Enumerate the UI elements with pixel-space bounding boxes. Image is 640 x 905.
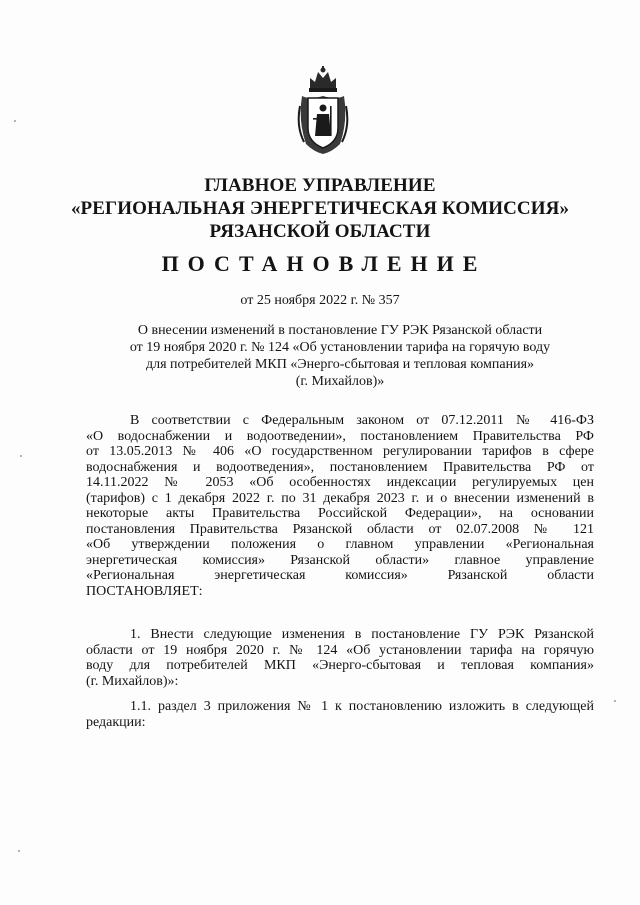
- paragraph-line: 1.1. раздел 3 приложения № 1 к постановлению изложить в следующей: [130, 699, 594, 714]
- paragraph-line: 1. Внести следующие изменения в постановление ГУ РЭК Рязанской: [130, 627, 594, 642]
- ryazan-coat-of-arms-icon: [296, 66, 350, 156]
- paragraph-line: «О водоснабжении и водоотведении», постановлением Правительства РФ: [86, 428, 594, 444]
- paragraph-line: В соответствии с Федеральным законом от 07.12.2011 № 416-ФЗ: [130, 413, 594, 428]
- preamble-paragraph: [86, 413, 594, 599]
- paragraph-line: постановления Правительства Рязанской области от 02.07.2008 № 121: [86, 521, 594, 537]
- paragraph-line: редакции:: [86, 714, 146, 730]
- paragraph-line: ПОСТАНОВЛЯЕТ:: [86, 583, 203, 599]
- clause-1-paragraph: [86, 627, 594, 689]
- subject-line: от 19 ноября 2020 г. № 124 «Об установлении тарифа на горячую воду: [129, 340, 551, 355]
- subject-line: для потребителей МКП «Энерго-сбытовая и тепловая компания»: [145, 357, 535, 372]
- document-subject: [100, 322, 580, 390]
- subject-line: (г. Михайлов)»: [295, 374, 385, 389]
- paragraph-line: водоснабжения и водоотведения», постановлением Правительства РФ от: [86, 459, 594, 475]
- paragraph-line: области от 19 ноября 2020 г. № 124 «Об установлении тарифа на горячую: [86, 642, 594, 658]
- issuer-line-1: ГЛАВНОЕ УПРАВЛЕНИЕ: [204, 175, 436, 196]
- issuer-line-2: «РЕГИОНАЛЬНАЯ ЭНЕРГЕТИЧЕСКАЯ КОМИССИЯ»: [70, 198, 570, 219]
- issuer-line-3: РЯЗАНСКОЙ ОБЛАСТИ: [209, 221, 431, 242]
- paragraph-line: (тарифов) с 1 декабря 2022 г. по 31 декабря 2023 г. и о внесении изменений в: [86, 490, 594, 506]
- paragraph-line: (г. Михайлов)»:: [86, 673, 179, 689]
- paragraph-line: «Об утверждении положения о главном управлении «Региональная: [86, 537, 594, 552]
- paragraph-line: воду для потребителей МКП «Энерго-сбытовая и тепловая компания»: [86, 658, 594, 673]
- document-title: ПОСТАНОВЛЕНИЕ: [161, 251, 487, 276]
- document-date-number: от 25 ноября 2022 г. № 357: [240, 293, 400, 308]
- paragraph-line: энергетическая комиссия» Рязанской области» главное управление: [86, 552, 594, 568]
- scan-speck: [614, 700, 616, 702]
- paragraph-line: «Региональная энергетическая комиссия» Рязанской области: [86, 568, 594, 583]
- paragraph-line: 14.11.2022 № 2053 «Об особенностях индексации регулируемых цен: [86, 475, 594, 490]
- subject-line: О внесении изменений в постановление ГУ РЭК Рязанской области: [137, 323, 543, 338]
- clause-1-1-paragraph: [86, 699, 594, 730]
- paragraph-line: от 13.05.2013 № 406 «О государственном регулировании тарифов в сфере: [86, 444, 594, 459]
- scan-speck: [20, 455, 22, 457]
- scan-speck: [18, 850, 20, 852]
- scan-speck: [14, 120, 16, 122]
- paragraph-line: некоторые акты Правительства Российской Федерации», на основании: [86, 506, 594, 521]
